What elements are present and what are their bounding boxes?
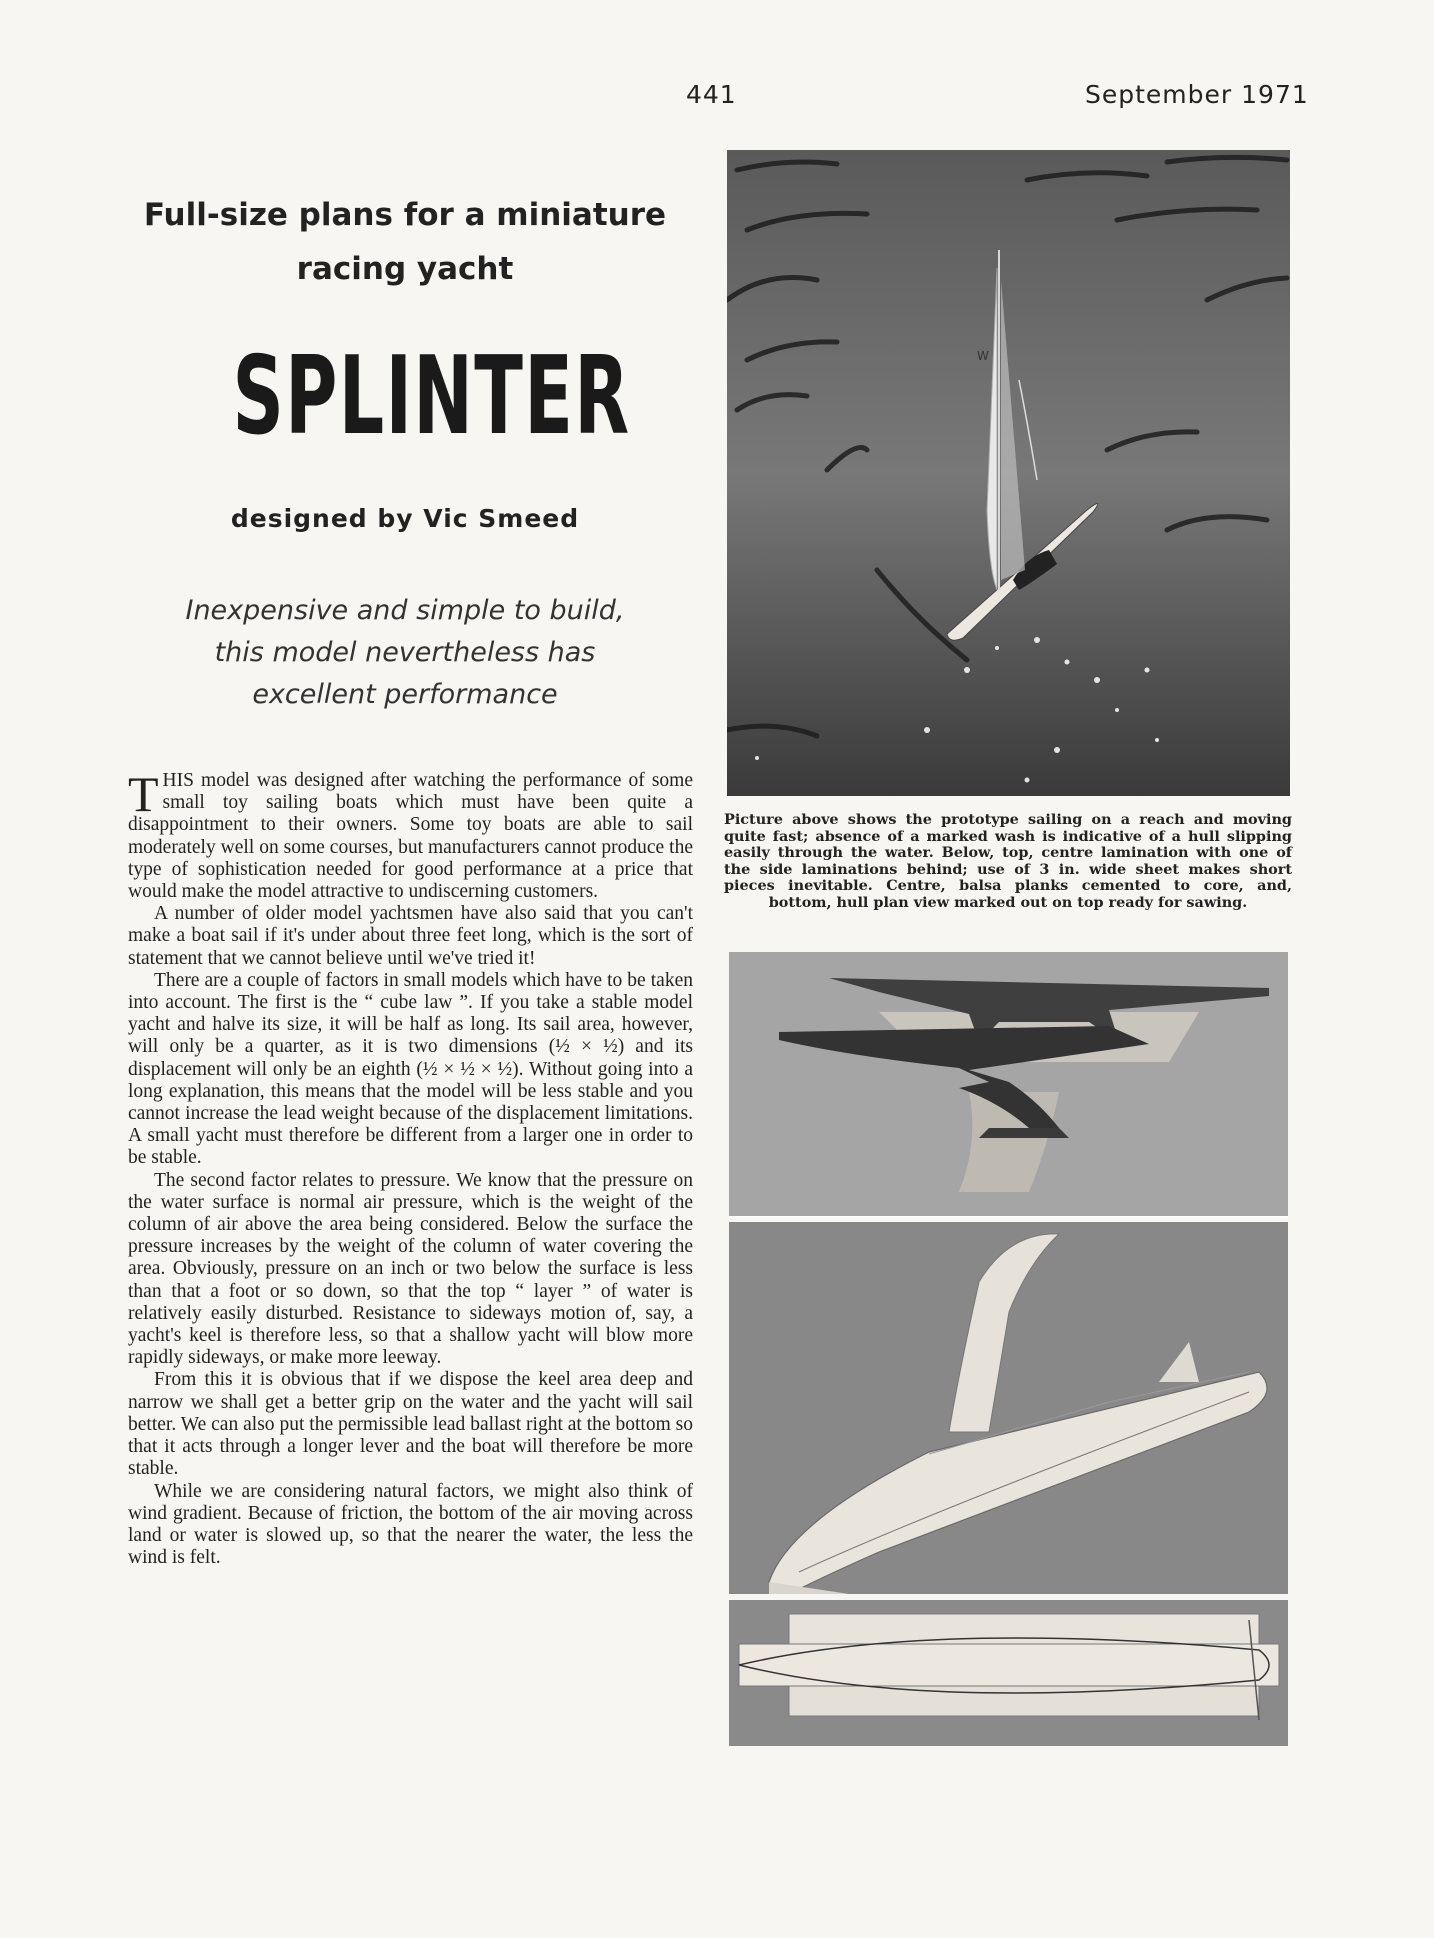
body-paragraph: A number of older model yachtsmen have also said that you can't make a boat sail if it's under about three feet long, which is the sort of statement that we cannot believe until we've tried it!	[128, 903, 693, 969]
drop-cap: T	[128, 766, 159, 822]
paragraph-text: HIS model was designed after watching the performance of some small toy sailing boats which must have been quite a disappointment to their owners. Some toy boats are able to sail moderately well on some courses, but manufacturers cannot produce the type of sophistication needed for good performance at a price that would make the model attractive to undiscerning customers.	[128, 770, 693, 903]
yacht-sailing-photo	[727, 150, 1290, 796]
svg-text:W: W	[977, 349, 989, 363]
body-paragraph: While we are considering natural factors, we might also think of wind gradient. Because of friction, the bottom of the air moving across land or water is slowed up, so that the nearer the water, the less the wind is felt.	[128, 1480, 693, 1569]
body-paragraph: The second factor relates to pressure. We know that the pressure on the water surface is normal air pressure, which is the weight of the column of air above the area being considered. Below the surface the pressure increases by the weight of the column of water covering the area. Obviously, pressure on an inch or two below the surface is less than that a foot or so down, so that the top “ layer ” of water is relatively easily disturbed. Resistance to sideways motion of, say, a yacht's keel is therefore less, so that a shallow yacht will blow more rapidly sideways, or make more leeway.	[128, 1169, 693, 1369]
article-byline: designed by Vic Smeed	[230, 504, 580, 533]
article-kicker: Full-size plans for a miniature racing yacht	[143, 197, 667, 287]
hull-plan-view-photo	[729, 1600, 1288, 1746]
article-title-wrap	[130, 332, 680, 462]
article-body	[128, 766, 693, 1569]
balsa-planks-photo	[729, 1222, 1288, 1594]
body-paragraph	[128, 766, 693, 903]
issue-date: September 1971	[1085, 80, 1309, 109]
article-title: SPLINTER	[232, 334, 631, 459]
body-paragraph: From this it is obvious that if we dispose the keel area deep and narrow we shall get a better grip on the water and the yacht will sail better. We can also put the permissible lead ballast right at the bottom so that it acts through a longer lever and the boat will therefore be more stable.	[128, 1369, 693, 1480]
page-number: 441	[686, 80, 737, 109]
centre-lamination-photo	[729, 952, 1288, 1218]
photo-caption: Picture above shows the prototype sailing on a reach and moving quite fast; absence of a marked wash is indicative of a hull slipping easily through the water. Below, top, centre lamination with one of the side laminations behind; use of 3 in. wide sheet makes short pieces inevitable. Centre, balsa planks cemented to core, and, bottom, hull plan view marked out on top ready for sawing.	[724, 811, 1292, 911]
article-standfirst: Inexpensive and simple to build, this model nevertheless has excellent performance	[185, 595, 625, 710]
body-paragraph: There are a couple of factors in small models which have to be taken into account. The first is the “ cube law ”. If you take a stable model yacht and halve its size, it will be half as long. Its sail area, however, will only be a quarter, as it is two dimensions (½ × ½) and its displacement will only be an eighth (½ × ½ × ½). Without going into a long explanation, this means that the model will be less stable and you cannot increase the lead weight because of the displacement limitations. A small yacht must therefore be different from a larger one in order to be stable.	[128, 969, 693, 1169]
